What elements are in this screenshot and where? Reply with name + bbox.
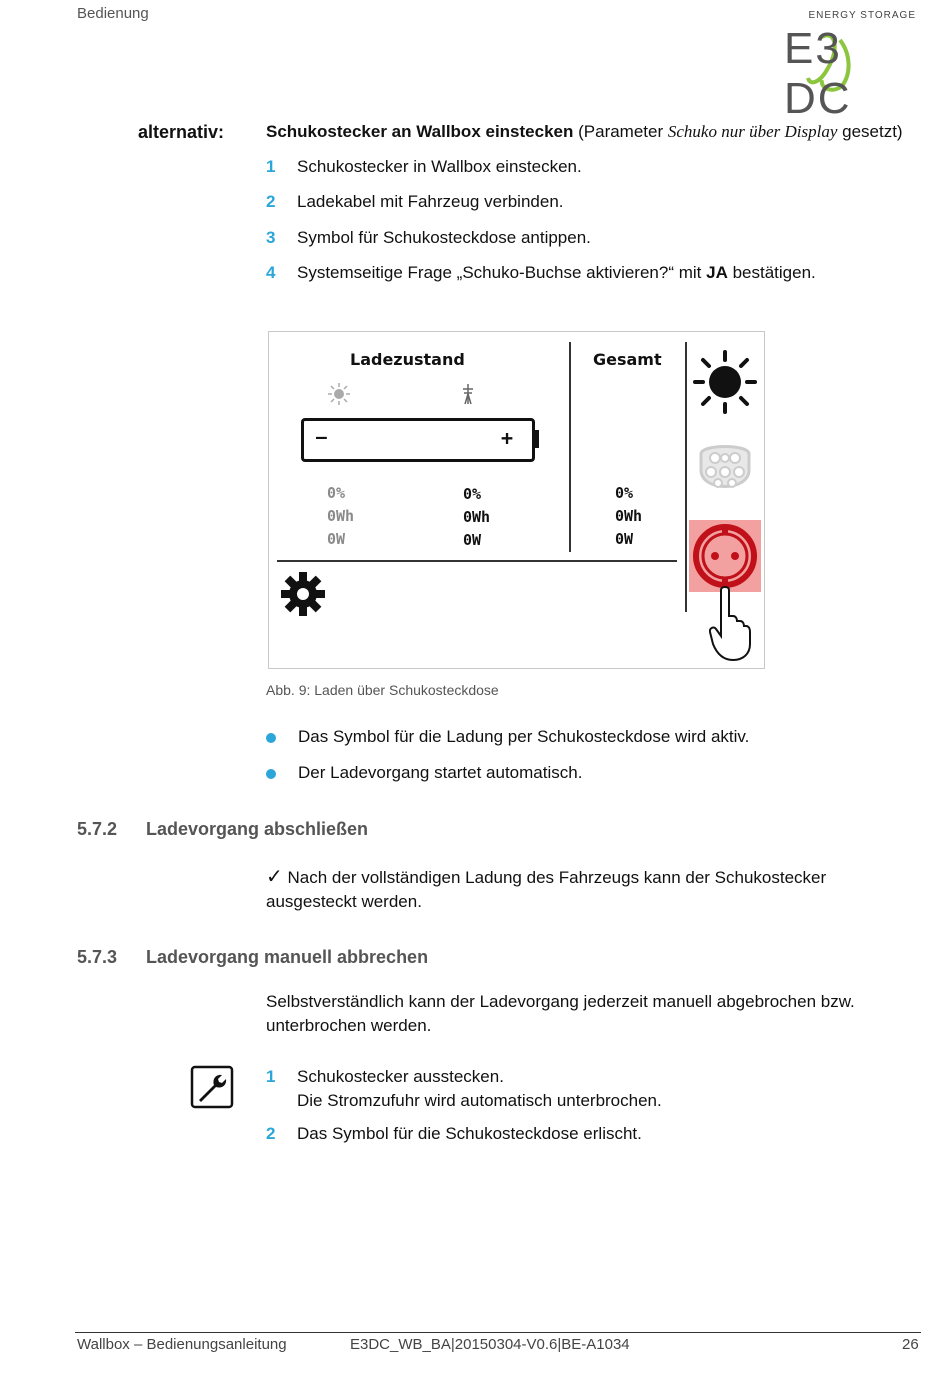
gesamt-title: Gesamt — [593, 350, 662, 369]
type2-plug-icon[interactable] — [693, 436, 757, 498]
section-heading-573: 5.7.3 Ladevorgang manuell abbrechen — [77, 947, 429, 967]
section-573-intro: Selbstverständlich kann der Ladevorgang jederzeit manuell abgebrochen bzw. unterbrochen werden. — [266, 992, 855, 1035]
grid-mast-icon — [460, 382, 476, 406]
battery-terminal — [534, 430, 539, 448]
step-b-1: 1 Schukostecker ausstecken. Die Stromzufuhr wird automatisch unterbrochen. — [266, 1067, 662, 1110]
section-heading-572: 5.7.2 Ladevorgang abschließen — [77, 819, 369, 839]
check-icon: ✓ — [266, 864, 283, 888]
battery-indicator — [301, 418, 535, 462]
alternative-heading: Schukostecker an Wallbox einstecken (Parameter Schuko nur über Display gesetzt) — [266, 122, 903, 141]
battery-plus: + — [501, 426, 514, 450]
e3dc-logo: ENERGY STORAGE E3DC — [784, 10, 916, 123]
sidebar-divider — [685, 342, 687, 612]
bullet-item: Der Ladevorgang startet automatisch. — [266, 763, 582, 783]
ladezustand-title: Ladezustand — [350, 350, 465, 369]
wrench-icon — [190, 1065, 234, 1109]
small-sun-icon — [327, 382, 351, 406]
battery-minus: – — [316, 427, 327, 448]
figure-caption: Abb. 9: Laden über Schukosteckdose — [266, 682, 499, 698]
schuko-socket-button[interactable] — [689, 520, 761, 592]
schuko-socket-icon — [689, 520, 761, 592]
section-572-text: ✓ Nach der vollständigen Ladung des Fahrzeugs kann der Schukostecker ausgesteckt werden. — [266, 864, 827, 911]
total-values: 0% 0Wh 0W — [615, 484, 643, 548]
bullet-item: Das Symbol für die Ladung per Schukosteckdose wird aktiv. — [266, 727, 749, 747]
tap-hand-icon — [709, 586, 751, 662]
column-divider — [569, 342, 571, 552]
step-a-4: 4 Systemseitige Frage „Schuko-Buchse aktivieren?“ mit JA bestätigen. — [266, 263, 816, 282]
solar-mode-icon[interactable] — [693, 350, 757, 414]
running-header: Bedienung — [77, 5, 149, 22]
step-a-2: 2 Ladekabel mit Fahrzeug verbinden. — [266, 192, 564, 211]
step-a-1: 1 Schukostecker in Wallbox einstecken. — [266, 157, 582, 176]
footer-doc-title: Wallbox – Bedienungsanleitung — [77, 1336, 287, 1353]
pv-values: 0% 0Wh 0W — [327, 484, 355, 548]
page-number: 26 — [902, 1336, 919, 1353]
step-b-2: 2 Das Symbol für die Schukosteckdose erlischt. — [266, 1124, 642, 1143]
step-a-3: 3 Symbol für Schukosteckdose antippen. — [266, 228, 591, 247]
alternative-label: alternativ: — [138, 122, 225, 142]
settings-gear-icon[interactable] — [279, 570, 327, 618]
grid-values: 0% 0Wh 0W — [463, 485, 491, 549]
wallbox-display-figure — [268, 331, 765, 669]
footer-rule — [75, 1332, 921, 1333]
footer-doc-id: E3DC_WB_BA|20150304-V0.6|BE-A1034 — [350, 1336, 630, 1353]
bottom-divider — [277, 560, 677, 562]
